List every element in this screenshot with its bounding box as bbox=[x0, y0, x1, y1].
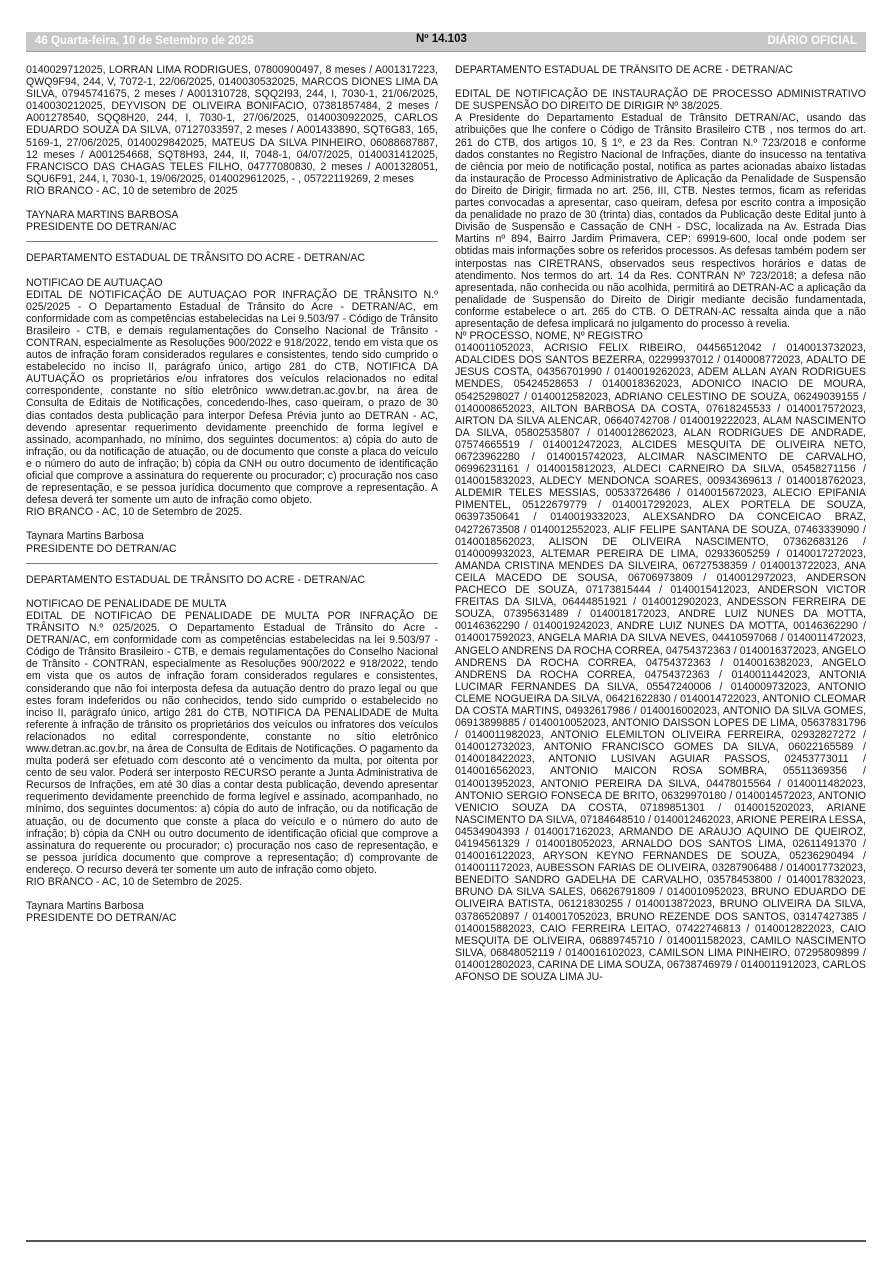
edital-body: A Presidente do Departamento Estadual de Trânsito DETRAN/AC, usando das atribuições que lhe confere o Código de Trânsito Brasileiro CTB , nos termos do art. 261 do CTB, dos artigos 10, § 1º, e 23 da Res. Contran N.º 723/2018 e conforme dados constantes no Registro Nacional de Infrações, diante do insucesso na tentativa de ciência por meio de notificação postal, notifica as partes acionadas abaixo listadas da instauração de Processo Administrativo de Aplicação da Penalidade de Suspensão do Direito de Dirigir, firmada no art. 256, III, CTB. Nestes termos, ficam as referidas partes convocadas a apresentar, caso queiram, defesa por escrito contra a imposição da penalidade no prazo de 30 (trinta) dias, contados da Publicação deste Edital junto à Divisão de Suspensão e Cassação de CNH - DSC, localizada na Av. Estrada Dias Martins nº 894, Bairro Jardim Primavera, CEP: 69919-600, local onde podem ser obtidas mais informações sobre os referidos processos. As defesas também podem ser interpostas nas CIRETRANS, observados seus respectivos horários e datas de atendimento. Nos termos do art. 14 da Res. CONTRAN Nº 723/2018; a defesa não apresentada, não conhecida ou não acolhida, permitirá ao DETRAN-AC a aplicação da penalidade de Suspensão do Direito de Dirigir mediante decisão fundamentada, conforme estabelece o art. 265 do CTB. O DETRAN-AC ressalta ainda que a não apresentação de defesa implicará no julgamento do processo à revelia. bbox=[455, 112, 866, 330]
signatory-role: PRESIDENTE DO DETRAN/AC bbox=[26, 542, 177, 555]
department-heading: DEPARTAMENTO ESTADUAL DE TRÂNSITO DO ACRE - DETRAN/AC bbox=[26, 252, 366, 265]
department-heading: DEPARTAMENTO ESTADUAL DE TRÂNSITO DE ACRE - DETRAN/AC bbox=[455, 64, 793, 76]
notice-title: NOTIFICAO DE PENALIDADE DE MULTA bbox=[26, 597, 227, 610]
signatory-role: PRESIDENTE DO DETRAN/AC bbox=[26, 221, 177, 234]
edital-title: EDITAL DE NOTIFICAÇÃO DE INSTAURAÇÃO DE PROCESSO ADMINISTRATIVO DE SUSPENSÃO DO DIREITO DE DIRIGIR Nº 38/2025. bbox=[455, 88, 866, 113]
section-divider bbox=[26, 241, 438, 242]
notice-body: EDITAL DE NOTIFICAÇÃO DE AUTUAÇAO POR INFRAÇÃO DE TRÂNSITO N.º 025/2025 - O Departamento Estadual de Trânsito do Acre - DETRAN/AC, em conformidade com as competências estabelecidas na Lei 9.503/97 - Código de Trânsito Brasileiro - CTB, e demais regulamentações do Conselho Nacional de Trânsito - CONTRAN, especialmente as Resoluções 900/2022 e 918/2022, tendo em vista que os autos de infração foram considerados regulares e consistentes, tendo sido cumprido o estabelecido no inciso II, parágrafo único, artigo 281 do CTB, NOTIFICA DA AUTUAÇÃO os proprietários e/ou infratores dos veículos relacionados no edital correspondente, constante no sítio eletrônico www.detran.ac.gov.br, na área de Consulta de Editais de Notificações, concedendo-lhes, caso queiram, o prazo de 30 dias contados desta publicação para interpor Defesa Prévia junto ao DETRAN - AC, devendo apresentar requerimento devidamente preenchido de forma legível e assinado, acompanhado, no mínimo, dos seguintes documentos: a) cópia do auto de infração, ou da notificação de atuação, ou de documento que conste a placa do veículo e o número do auto de infração; b) cópia da CNH ou outro documento de identificação oficial que comprove a assinatura do requerente ou procurador; c) procuração nos caso de representação, e se pessoa jurídica documento que comprove a representação. A defesa deverá ter somente um auto de infração como objeto. bbox=[26, 288, 438, 507]
place-date: RIO BRANCO - AC, 10 de Setembro de 2025. bbox=[26, 876, 243, 888]
process-list: 0140011052023, ACRISIO FELIX RIBEIRO, 04456512042 / 0140013732023, ADALCIDES DOS SANTOS BEZERRA, 02299937012 / 0140008772023, ADALTO DE JESUS COSTA, 04356701990 / 0140019262023, ADEM ALLAN AYAN RODRIGUES MENDES, 05424528653 / 0140018362023, ADONICO INACIO DE MOURA, 05425298027 / 0140012582023, ADRIANO CELESTINO DE SOUZA, 06249039155 / 0140008652023, AILTON BARBOSA DA COSTA, 07618245533 / 0140017572023, AIRTON DA SILVA ALENCAR, 06640742708 / 0140019222023, ALAM NASCIMENTO DA SILVA, 05802535807 / 0140012862023, ALAN RODRIGUES DE ANDRADE, 07574665519 / 0140012472023, ALCIDES MESQUITA DE OLIVEIRA NETO, 06723962280 / 0140015742023, ALCIMAR NASCIMENTO DE CARVALHO, 06996231161 / 0140015812023, ALDECI CARNEIRO DA SILVA, 05458271156 / 0140015832023, ALDECY MENDONCA SOARES, 00934369613 / 0140018762023, ALDEMIR TELES MESSIAS, 00533726486 / 0140015672023, ALECIO EPIFANIA PIMENTEL, 05122679779 / 0140017292023, ALEX PORTELA DE SOUZA, 06397350641 / 0140019332023, ALEXSANDRO DA CONCEICAO BRAZ, 04272673508 / 0140012552023, ALIF FELIPE SANTANA DE SOUZA, 07463339090 / 0140018562023, ALISON DE OLIVEIRA NASCIMENTO, 07362683126 / 0140009932023, ALTEMAR PEREIRA DE LIMA, 02933605259 / 0140017272023, AMANDA CRISTINA MENDES DA SILVEIRA, 06727538359 / 0140013722023, ANA CEILA MACEDO DE SOUSA, 06706973809 / 0140012972023, ANDERSON PACHECO DE SOUZA, 07173815444 / 0140015412023, ANDERSON VICTOR FREITAS DA SILVA, 06444851921 / 0140012902023, ANDESSON FERREIRA DE SOUZA, 07395631489 / 0140018172023, ANDRE LUIZ NUNES DA MOTTA, 00146362290 / 0140019242023, ANDRE LUIZ NUNES DA MOTTA, 00146362290 / 0140017592023, ANGELA MARIA DA SILVA NEVES, 04410597068 / 0140011472023, ANGELO ANDRENS DA ROCHA CORREA, 04754372363 / 0140016372023, ANGELO ANDRENS DA ROCHA CORREA, 04754372363 / 0140016382023, ANGELO ANDRENS DA ROCHA CORREA, 04754372363 / 0140011442023, ANTONIA LUCIMAR FERNANDES DA SILVA, 05547240006 / 0140009732023, ANTONIO CLEME NOGUEIRA DA SILVA, 06421622830 / 0140014722023, ANTONIO CLEOMAR DA COSTA MARTINS, 04932617986 / 0140016002023, ANTONIO DA SILVA GOMES, 06913899885 / 0140010052023, ANTONIO DAISSON LOPES DE LIMA, 05637831796 / 0140011982023, ANTONIO ELEMILTON OLIVEIRA FERREIRA, 02932827272 / 0140012732023, ANTONIO FRANCISCO GOMES DA SILVA, 06022165589 / 0140018422023, ANTONIO LUSIVAN AGUIAR PASSOS, 02453773011 / 0140016562023, ANTONIO MAICON ROSA SOMBRA, 05511369356 / 0140013952023, ANTONIO PEREIRA DA SILVA, 04478015564 / 0140011482023, ANTONIO SERGIO FONSECA DE BRITO, 06329970180 / 0140014572023, ANTONIO VENICIO SOUZA DA COSTA, 07189851301 / 0140015202023, ARIANE NASCIMENTO DA SILVA, 07184648510 / 0140012462023, ARIONE PEREIRA LESSA, 04534904393 / 0140017162023, ARMANDO DE ARAUJO AQUINO DE QUEIROZ, 04194561329 / 0140018052023, ARNALDO DOS SANTOS LIMA, 02611491370 / 0140016122023, ARYSON KEYNO FERNANDES DE SOUZA, 05236290494 / 0140011172023, AUBESSON FARIAS DE OLIVEIRA, 03287906488 / 0140017732023, BENEDITO SANDRO GADELHA DE CARVALHO, 03578453800 / 0140017832023, BRUNO DA SILVA SALES, 06626791809 / 0140010952023, BRUNO EDUARDO DE OLIVEIRA BATISTA, 06121830255 / 0140013872023, BRUNO OLIVEIRA DA SILVA, 03786520897 / 0140017052023, BRUNO REZENDE DOS SANTOS, 03147427385 / 0140015882023, CAIO FERREIRA LEITAO, 07422746813 / 0140012822023, CAIO MESQUITA DE OLIVEIRA, 06889745710 / 0140011582023, CAMILO NASCIMENTO SILVA, 06848052119 / 0140016102023, CAMILSON LIMA PINHEIRO, 07295809899 / 0140012802023, CARINA DE LIMA SOUZA, 06738746979 / 0140011912023, CARLOS AFONSO DE SOUZA LIMA JU- bbox=[455, 342, 866, 984]
signatory-role: PRESIDENTE DO DETRAN/AC bbox=[26, 912, 177, 925]
suspension-list-continued: 0140029712025, LORRAN LIMA RODRIGUES, 07800900497, 8 meses / A001317223, QWQ9F94, 244, V, 7072-1, 22/06/2025, 0140030532025, MARCOS DIONES LIMA DA SILVA, 07945741675, 2 meses / A001310728, SQQ2I93, 244, I, 7030-1, 21/06/2025, 0140030212025, DEYVISON DE OLIVEIRA BONIFACIO, 07381857484, 2 meses / A001278540, SQQ8H20, 244, I, 7030-1, 27/06/2025, 0140030922025, CARLOS EDUARDO SOUZA DA SILVA, 07127033597, 2 meses / A001433890, SQT6G83, 165, 5169-1, 27/06/2025, 0140029842025, MATEUS DA SILVA PINHEIRO, 06088687887, 12 meses / A001254668, SQT8H93, 244, II, 7048-1, 04/07/2025, 0140031412025, FRANCISCO DAS CHAGAS TELES FILHO, 04777080830, 2 meses / A001328051, SQU6F91, 244, I, 7030-1, 19/06/2025, 0140029612025, - , 05722119269, 2 meses bbox=[26, 64, 438, 185]
signatory-name: Taynara Martins Barbosa bbox=[26, 530, 144, 543]
place-date: RIO BRANCO - AC, 10 de setembro de 2025 bbox=[26, 184, 238, 197]
left-column bbox=[26, 64, 438, 1234]
signatory-name: TAYNARA MARTINS BARBOSA bbox=[26, 209, 179, 222]
notice-body: EDITAL DE NOTIFICAO DE PENALIDADE DE MULTA POR INFRAÇÃO DE TRÂNSITO N.º 025/2025. O Departamento Estadual de Trânsito do Acre - DETRAN/AC, em conformidade com as competências estabelecidas na lei 9.503/97 - Código de Trânsito Brasileiro - CTB, e demais regulamentações do Conselho Nacional de Trânsito - CONTRAN, especialmente as Resoluções 900/2022 e 918/2022, tendo em vista que os autos de infração foram considerados regulares e consistentes, considerando que não foi interposta defesa da autuação dentro do prazo legal ou que estes foram indeferidos ou não conhecidos, tendo sido cumprido o estabelecido no inciso II, parágrafo único, artigo 281 do CTB, NOTIFICA DA PENALIDADE de Multa referente à infração de trânsito os proprietários dos veículos ou infratores dos veículos relacionados no edital correspondente, constante no sítio eletrônico www.detran.ac.gov.br, na área de Consulta de Editais de Notificações. O pagamento da multa poderá ser efetuado com desconto até o vencimento da multa, por oitenta por cento de seu valor. Poderá ser interposto RECURSO perante a Junta Administrativa de Recursos de Infrações, em até 30 dias a contar desta publicação, devendo apresentar requerimento devidamente preenchido de forma legível e assinado, acompanhado, no mínimo, dos seguintes documentos: a) cópia do auto de infração, ou da notificação de atuação, ou de documento que conste a placa do veículo e o número do auto de infração; b) cópia da CNH ou outro documento de identificação oficial que comprove a assinatura do requerente ou procurador; c) procuração nos caso de representação, e se pessoa jurídica documento que comprove a representação; d) comprovante de endereço. O recurso deverá ter somente um auto de infração como objeto. bbox=[26, 609, 438, 876]
section-divider bbox=[26, 563, 438, 564]
list-header: Nº PROCESSO, NOME, Nº REGISTRO bbox=[455, 330, 643, 343]
notice-title: NOTIFICAO DE AUTUAÇAO bbox=[26, 276, 163, 289]
page-header bbox=[26, 32, 866, 52]
issue-number: Nº 14.103 bbox=[416, 33, 467, 45]
department-heading: DEPARTAMENTO ESTADUAL DE TRÂNSITO DO ACRE - DETRAN/AC bbox=[26, 573, 366, 586]
right-column bbox=[455, 64, 866, 1234]
publication-name: DIÁRIO OFICIAL bbox=[767, 35, 857, 47]
signatory-name: Taynara Martins Barbosa bbox=[26, 900, 144, 913]
footer-rule bbox=[26, 1240, 866, 1242]
page-number-date: 46 Quarta-feira, 10 de Setembro de 2025 bbox=[35, 35, 254, 47]
place-date: RIO BRANCO - AC, 10 de Setembro de 2025. bbox=[26, 506, 243, 519]
